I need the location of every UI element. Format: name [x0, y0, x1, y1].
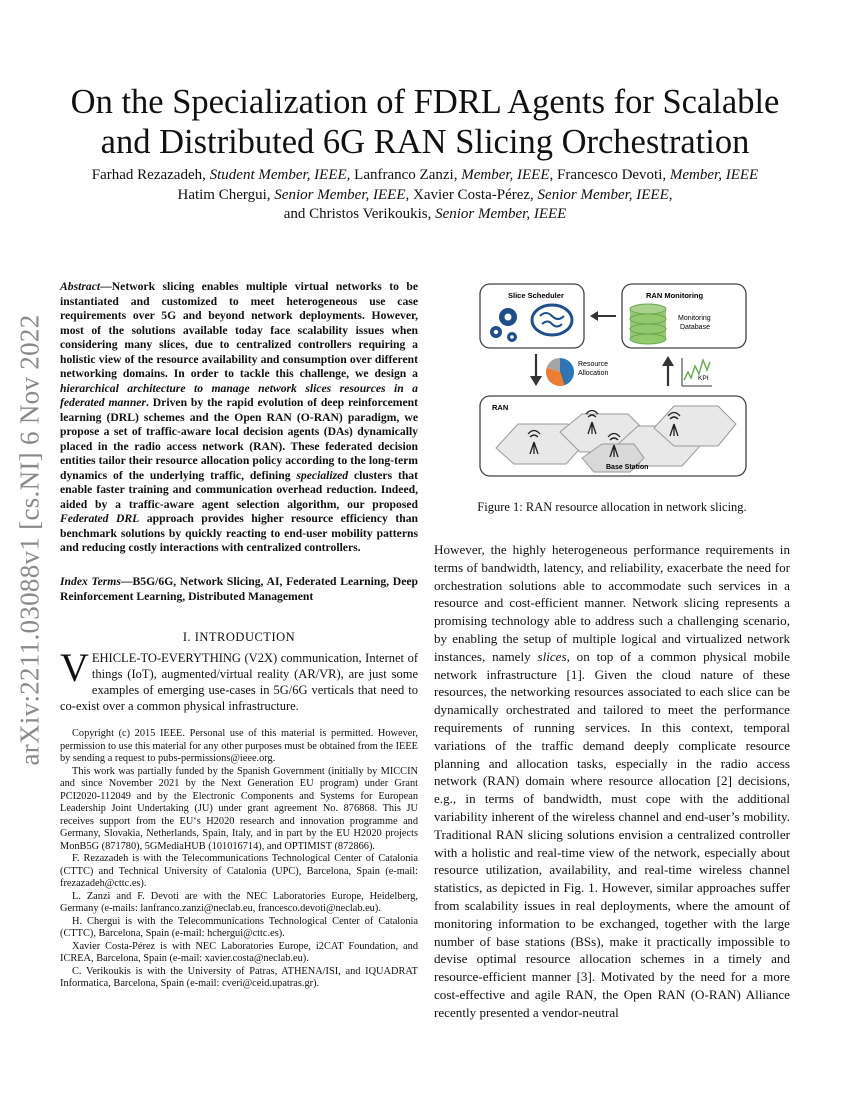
- arrow-up-icon: [662, 356, 674, 386]
- database-icon: [630, 304, 666, 344]
- drop-cap: V: [60, 645, 89, 690]
- footnotes: [60, 728, 418, 991]
- resource-label-1: Resource: [578, 361, 608, 368]
- arxiv-id: arXiv:2211.03088v1 [cs.NI] 6 Nov 2022: [14, 314, 45, 766]
- figure-1: [478, 282, 750, 478]
- base-station-label: Base Station: [606, 464, 649, 471]
- footnote: H. Chergui is with the Telecommunications Technological Center of Catalonia (CTTC), Barcelona, Spain (e-mail: hchergui@cttc.es).: [60, 915, 418, 939]
- intro-text: EHICLE-TO-EVERYTHING (V2X) communication, Internet of things (IoT), augmented/virtual reality (AR/VR), are just some examples of emerging use-cases in 5G/6G verticals that need to co-exist over a common physical infrastructure.: [60, 651, 418, 713]
- arxiv-stamp: [0, 300, 60, 780]
- footnote: Xavier Costa-Pérez is with NEC Laboratories Europe, i2CAT Foundation, and ICREA, Barcelona, Spain (e-mail: xavier.costa@neclab.eu).: [60, 940, 418, 964]
- footnote: Copyright (c) 2015 IEEE. Personal use of this material is permitted. However, permission to use this material for any other purposes must be obtained from the IEEE by sending a request to pubs-permissions@ieee.org.: [60, 728, 418, 764]
- arrow-down-icon: [530, 354, 542, 386]
- right-column-text: However, the highly heterogeneous performance requirements in terms of bandwidth, latency, and reliability, exacerbate the need for orchestration solutions able to accommodate such services in a resource and cost-efficient manner. Network slicing represents a promising technology able to address such a challenging scenario, by enabling the setup of multiple logical and virtualized network instances, namely slices, on top of a common physical mobile network infrastructure [1]. Given the cloud nature of these resources, the networking resources associated to each slice can be dynamically orchestrated and tailored to meet the performance requirements of running services. In this context, temporal variations of the traffic demand deeply complicate resource planning and allocation tasks, especially in the radio access network (RAN) domain where resource allocation [2] decisions, e.g., in terms of bandwidth, must cope with the additional variability inherent of the wireless channel and end-user’s mobility. Traditional RAN slicing solutions envision a centralized controller with a holistic and real-time view of the network, especially about resource utilization, availability, and real-time wireless channel statistics, as depicted in Fig. 1. However, similar approaches suffer from scalability issues in real deployments, where the amount of monitoring information to be exchanged, together with the large number of base stations (BSs), make it practically impossible to devise optimal resource allocation schemes in a timely and resource-efficient manner [3]. Motivated by the need for a more cost-effective and agile RAN, the Open RAN (O-RAN) Alliance recently presented a vendor-neutral: [434, 542, 790, 1020]
- title-line-2: and Distributed 6G RAN Slicing Orchestration: [100, 123, 750, 161]
- monitoring-db-label-1: Monitoring: [678, 315, 711, 322]
- resource-pie-icon: [546, 358, 574, 386]
- resource-label-2: Allocation: [578, 370, 609, 377]
- index-terms: Index Terms—B5G/6G, Network Slicing, AI, Federated Learning, Deep Reinforcement Learning, Distributed Management: [60, 575, 419, 603]
- monitoring-db-label-2: Database: [680, 324, 710, 331]
- ran-monitoring-label: RAN Monitoring: [646, 291, 704, 300]
- footnote: C. Verikoukis is with the University of Patras, ATHENA/ISI, and IQUADRAT Informatica, Barcelona, Spain (e-mail: cveri@ceid.upatras.gr).: [60, 965, 418, 989]
- footnote: This work was partially funded by the Spanish Government (initially by MICCIN and since November 2021 by the Next Generation EU program) under Grant PCI2020-112049 and by the Electronic Components and Systems for European Leadership Joint Undertaking (JU) under grant agreement No. 876868. This JU receives support from the EU‘s H2020 research and innovation programme and Germany, Slovakia, Netherlands, Spain, Italy, and in part by the EU H2020 projects MonB5G (871780), 5GMediaHUB (101016714), and OPTIMIST (872866).: [60, 765, 418, 852]
- intro-paragraph: [60, 645, 418, 714]
- arrow-left-icon: [590, 311, 616, 321]
- figure-caption: Figure 1: RAN resource allocation in network slicing.: [477, 500, 747, 514]
- abstract: Abstract—Network slicing enables multiple virtual networks to be instantiated and customized to meet heterogeneous use case requirements over 5G and beyond network deployments. However, most of the solutions available today face scalability issues when considering many slices, due to centralized controllers requiring a holistic view of the resource availability and consumption over different networking domains. In order to tackle this challenge, we design a hierarchical architecture to manage network slices resources in a federated manner. Driven by the rapid evolution of deep reinforcement learning (DRL) schemes and the Open RAN (O-RAN) paradigm, we propose a set of traffic-aware local decision agents (DAs) dynamically placed in the radio access network (RAN). These federated decision entities tailor their resource allocation policy according to the long-term dynamics of the underlying traffic, defining specialized clusters that enable faster training and communication overhead reduction. Indeed, aided by a traffic-aware agent selection algorithm, our proposed Federated DRL approach provides higher resource efficiency than benchmark solutions by quickly reacting to end-user mobility patterns and reducing costly interactions with centralized controllers.: [60, 280, 419, 554]
- paper-title: [40, 82, 810, 162]
- authors: Farhad Rezazadeh, Student Member, IEEE, Lanfranco Zanzi, Member, IEEE, Francesco Devoti, Member, IEEE Hatim Chergui, Senior Member, IEEE, Xavier Costa-Pérez, Senior Member, IEEE, and Christos Verikoukis, Senior Member, IEEE: [91, 167, 759, 222]
- slice-scheduler-label: Slice Scheduler: [508, 291, 564, 300]
- kpi-label: KPI: [698, 375, 709, 382]
- footnote: L. Zanzi and F. Devoti are with the NEC Laboratories Europe, Heidelberg, Germany (e-mails: lanfranco.zanzi@neclab.eu, francesco.devoti@neclab.eu).: [60, 890, 418, 914]
- footnote: F. Rezazadeh is with the Telecommunications Technological Center of Catalonia (CTTC) and Technical University of Catalonia (UPC), Barcelona, Spain (e-mail: frezazadeh@cttc.es).: [60, 853, 418, 889]
- ran-label: RAN: [492, 403, 509, 412]
- section-heading: I. INTRODUCTION: [182, 630, 296, 644]
- brain-icon: [532, 305, 572, 335]
- title-line-1: On the Specialization of FDRL Agents for Scalable: [70, 83, 780, 121]
